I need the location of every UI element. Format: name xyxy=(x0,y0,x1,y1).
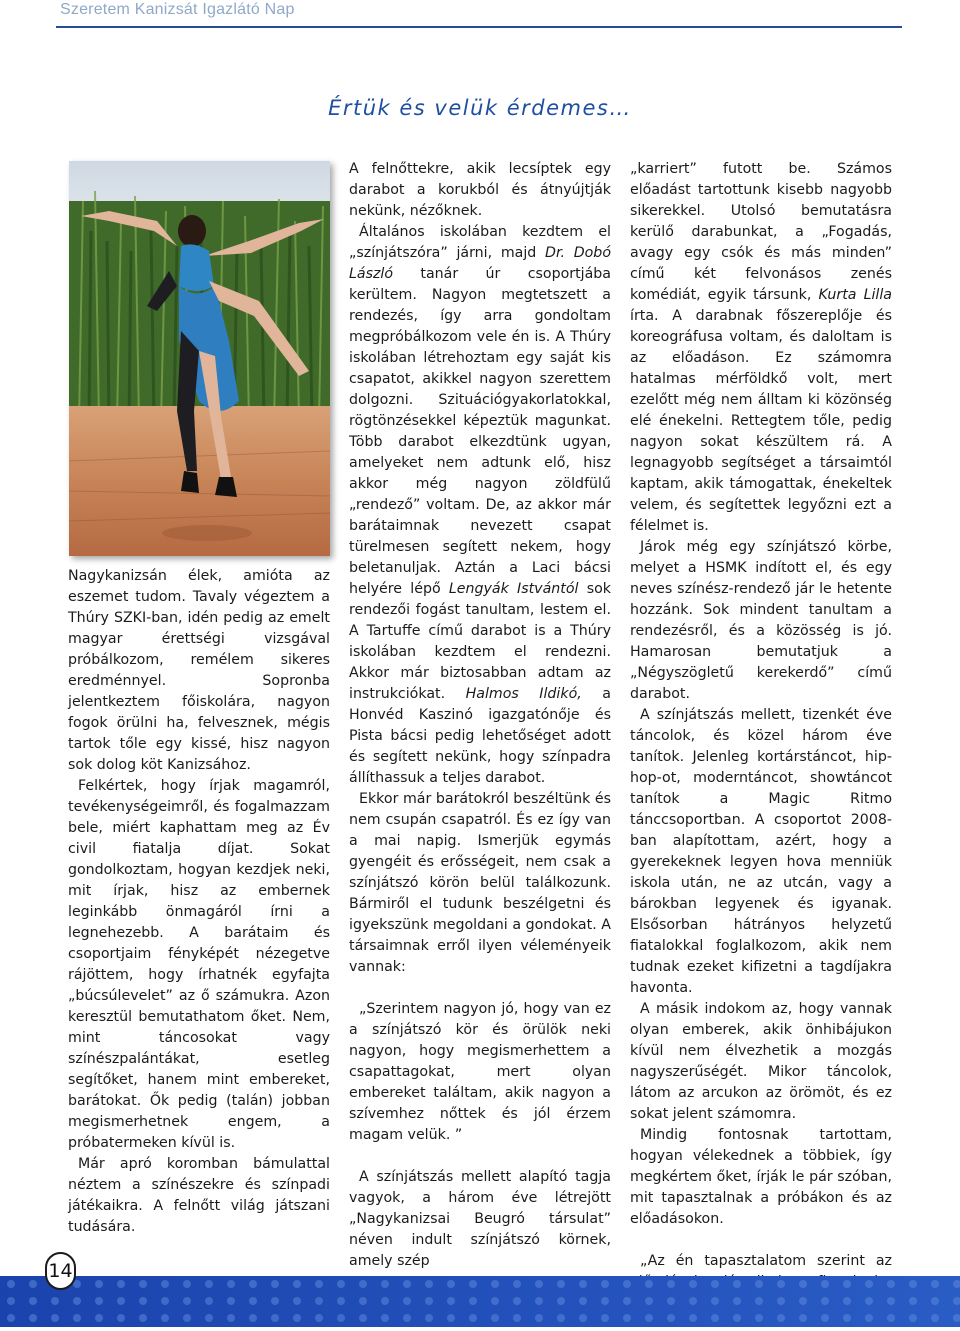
text-run: Általános iskolában kezdtem el „színjátszóra” járni, majd xyxy=(349,224,611,261)
header-rule xyxy=(56,26,902,28)
paragraph: Felkértek, hogy írjak magamról, tevékenységeimről, és fogalmazzam bele, miért kaphattam meg az Év civil fiatalja díjat. Sokat gondolkoztam, hogyan kezdjek neki, mit írjak, hisz az embernek leginkább önmagáról írni a legnehezebb. A barátaim és csoportjaim fényképét nézegetve rájöttem, hogy írhatnék egyfajta „búcsúlevelet” az ő számukra. Azon keresztül bemutathatom őket. Nem, mint táncosokat vagy színészpalántákat, esetleg segítőket, hanem mint embereket, barátokat. Ők pedig (talán) jobban megismerhetnek engem, a próbatermeken kívül is. xyxy=(68,778,330,1151)
text-run: tanár úr csoportjába kerültem. Nagyon megtetszett a rendezés, így arra gondoltam megpróbálkozom vele én is. A Thúry iskolában létrehoztam egy saját kis csapatot, akikkel nagyon szerettem dolgozni. Szituációgyakorlatokkal, rögtönzésekkel képeztük magunkat. Több darabot elkezdtünk ugyan, amelyeket nem adtunk elő, hisz akkor még nagyon zöldfülű „rendező” voltam. De, az akkor már barátaimnak nevezett csapat türelmesen segített nekem, hogy beletanuljak. Aztán a Laci bácsi helyére lépő xyxy=(349,266,611,597)
footer-band xyxy=(0,1276,960,1327)
text-column-3 xyxy=(630,159,892,1293)
paragraph: A másik indokom az, hogy vannak olyan emberek, akik önhibájukon kívül nem élvezhetik a mozgás nagyszerűségét. Mikor táncolok, látom az arcukon az örömöt, és ez sokat jelent számomra. xyxy=(630,1001,892,1122)
paragraph: Mindig fontosnak tartottam, hogyan vélekednek a többiek, így megkértem őket, írják le pár szóban, mit tapasztalnak a próbákon és az előadásokon. xyxy=(630,1127,892,1227)
person-name: Lengyák Istvántól xyxy=(448,581,579,597)
person-name: Halmos Ildikó, xyxy=(465,686,582,702)
header-title: Szeretem Kanizsát Igazlátó Nap xyxy=(60,1,295,18)
paragraph xyxy=(349,222,611,789)
person-name: Dr. Dobó László xyxy=(349,245,611,282)
paragraph: A színjátszás mellett alapító tagja vagyok, a három éve létrejött „Nagykanizsai Beugró társulat” néven indult színjátszó körnek, amely szép xyxy=(349,1169,611,1269)
text-run: írta. A darabnak főszereplője és koreográfusa voltam, és daloltam is az előadáson. Ez számomra hatalmas mérföldkő volt, mert ezelőtt még nem álltam ki közönség elé énekelni. Rettegtem tőle, pedig nagyon sokat készültem rá. A legnagyobb segítséget a társaimtól kaptam, akik támogattak, énekeltek velem, és segítettek legyőzni ezt a félelmet is. xyxy=(630,308,892,534)
footer-pattern xyxy=(0,1276,960,1327)
paragraph: A színjátszás mellett, tizenkét éve táncolok, és közel három éve tanítok. Jelenleg kortárstáncot, hip-hop-ot, moderntáncot, showtáncot tanítok a Magic Ritmo tánccsoportban. A csoportot 2008-ban alapítottam, azért, hogy a gyerekeknek legyen hova menniük iskola után, ne az utcán, vagy a bárokban legyenek és igyanak. Elsősorban hátrányos helyzetű fiatalokkal foglalkozom, akik nem tudnak ezeket kifizetni a tagdíjakra havonta. xyxy=(630,707,892,996)
dancers-photo xyxy=(69,161,330,556)
page-number: 14 xyxy=(45,1252,76,1290)
paragraph: Ekkor már barátokról beszéltünk és nem csupán csapatról. És ez így van a mai napig. Ismerjük egymás gyengéit és erősségeit, nem csak a színjátszó körön belül találkozunk. Bármiről el tudunk beszélgetni és igyekszünk megoldani a gondokat. A társaimnak erről ilyen véleményeik vannak: xyxy=(349,791,611,975)
text-column-2 xyxy=(349,159,611,1272)
person-name: Kurta Lilla xyxy=(818,287,893,303)
paragraph xyxy=(630,159,892,537)
paragraph: Járok még egy színjátszó körbe, melyet a HSMK indított el, és egy neves színész-rendező jár le hetente hozzánk. Sok mindent tanultam a rendezésről, és a közösség is jó. Hamarosan bemutatjuk a „Négyszögletű kerekerdő” című darabot. xyxy=(630,539,892,702)
text-run: sok rendezői fogást tanultam, lestem el. A Tartuffe című darabot is a Thúry iskolában kezdtem el rendezni. Akkor már biztosabban adtam az instrukciókat. xyxy=(349,581,611,702)
quote-paragraph: „Szerintem nagyon jó, hogy van ez a színjátszó kör és örülök neki nagyon, hogy megismerhettem a csapattagokat, mert olyan embereket találtam, akik nagyon a szívemhez nőttek és jól érzem magam velük. ” xyxy=(349,1001,611,1143)
paragraph: Nagykanizsán élek, amióta az eszemet tudom. Tavaly végeztem a Thúry SZKI-ban, idén pedig az emelt magyar érettségi vizsgával próbálkozom, remélem sikeres eredménnyel. Sopronba jelentkeztem főiskolára, nagyon fogok örülni ha, felvesznek, mégis tartok tőle egy kissé, hisz nagyon sok dolog köt Kanizsához. xyxy=(68,568,330,773)
paragraph: Már apró koromban bámulattal néztem a színészekre és színpadi játékaikra. A felnőtt világ játszani tudására. xyxy=(68,1156,330,1235)
paragraph: A felnőttekre, akik lecsíptek egy darabot a korukból és átnyújtják nekünk, nézőknek. xyxy=(349,161,611,219)
text-run: „karriert” futott be. Számos előadást tartottunk kisebb nagyobb sikerekkel. Utolsó bemutatásra kerülő darabunkat, a „Fogadás, avagy egy csók és más minden” című két felvonásos zenés komédiát, egyik társunk, xyxy=(630,161,892,303)
text-column-1 xyxy=(68,566,330,1238)
quote-paragraph: „Az én tapasztalatom szerint az xyxy=(640,1253,892,1269)
running-header xyxy=(0,0,960,28)
article-title: Értük és velük érdemes… xyxy=(328,96,632,120)
text-run: a Honvéd Kaszinó igazgatónője és Pista bácsi pedig lehetőséget adott és segített nekünk, hogy színpadra állíthassuk a teljes darabot. xyxy=(349,686,611,786)
dancers-photo-image xyxy=(69,161,330,556)
